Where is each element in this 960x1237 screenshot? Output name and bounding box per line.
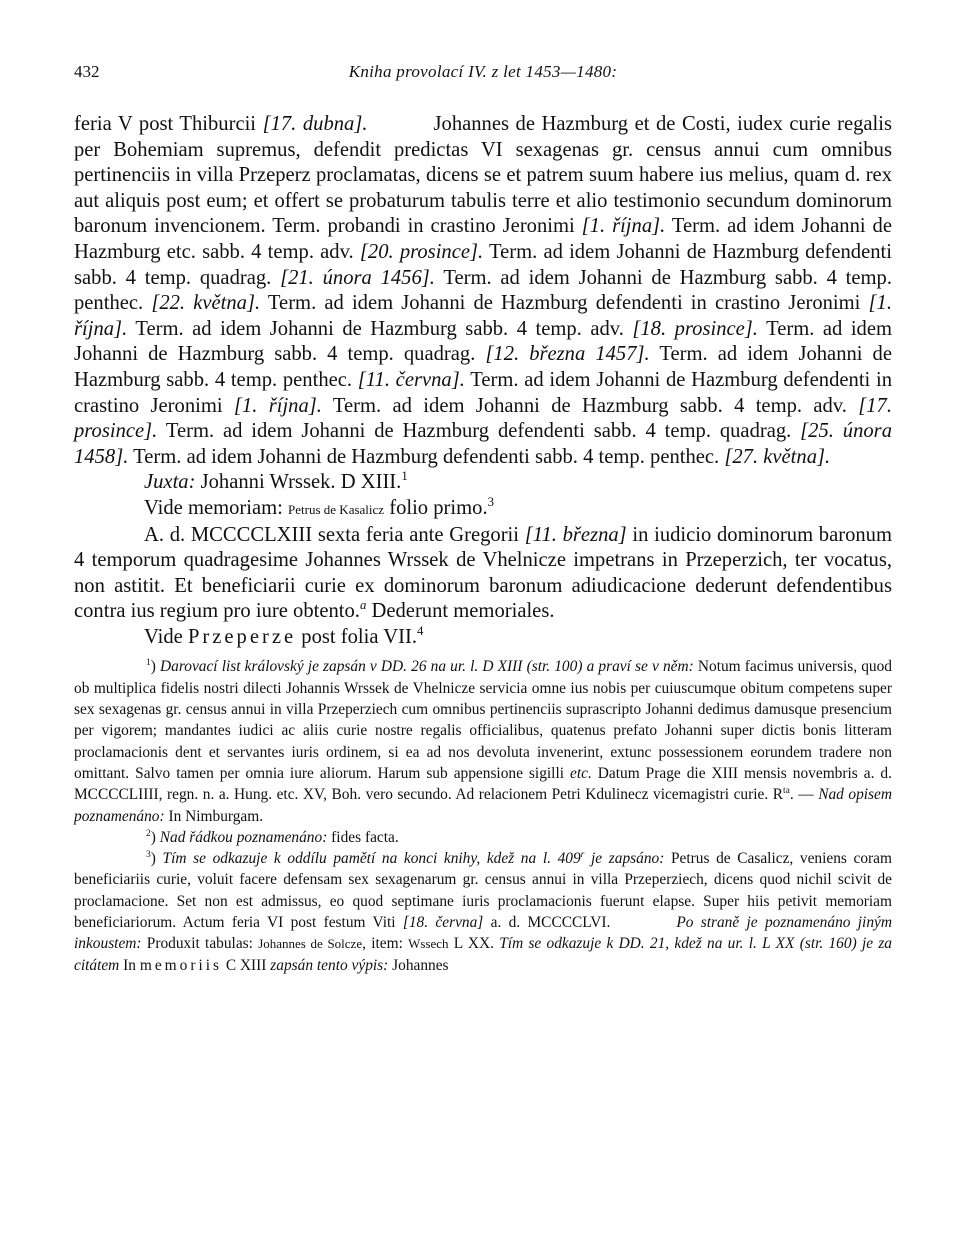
- main-text: [74, 112, 892, 650]
- page-number: 432: [74, 62, 100, 81]
- juxta-line: Juxta: Johanni Wrssek. D XIII.$^1$: [144, 469, 408, 494]
- vide-memoriam-line: Vide memoriam: Petrus de Kasalicz folio primo.$^3$: [144, 495, 494, 519]
- running-title: Kniha provolací IV. z let 1453—1480:: [348, 62, 618, 81]
- footnote-1: $^1$) Darovací list královský je zapsán v DD. 26 na ur. l. D XIII (str. 100) a praví se v něm: Notum facimus universis, quod ob multiplica fidelis nostri dilecti Johannis Wrssek de Vhelnicze servicia omne ius nobis per cuiuscumque obitum competens super sex sexagenas gr. census annui in villa Przeperziech cum omnibus pertinenciis suprascripto Johanni dedimus damusque presencium per vigorem; mandantes iudici ac aliis curie nostre regalis officialibus, quatenus prefato Johanni super dictis bonis litteram proclamacionis dent et servantes iuris ordinem, si ea ad nos devoluta invenerint, extunc possessionem eorundem tradere non omittant. Salvo tamen per omnia iure aliorum. Harum sub appensione sigilli etc. Datum Prage die XIII mensis novembris a. d. MCCCCLIIII, regn. n. a. Hung. etc. XV, Boh. vero secundo. Ad relacionem Petri Kdulinecz vicemagistri curie. $R^{ta}$. — Nad opisem poznamenáno: In Nimburgam.: [74, 657, 892, 825]
- footnote-3: $^3$) Tím se odkazuje k oddílu pamětí na konci knihy, kdež na l. 409$^r$ je zapsáno: Petrus de Casalicz, veniens coram beneficiariis curie, voluit facere defensam sex sexagenarum gr. census annui in villa Przeperziech, dicens quod nichil scivit de proclamacione. Set non est admissus, eo quod septimane iuris proclamacionis fuerunt elapse. Super hiis petivit memoriam beneficiariorum. Actum feria VI post festum Viti [18. června] a. d. MCCCCLVI. Po straně je poznamenáno jiným inkoustem: Produxit tabulas: Johannes de Solcze, item: Wssech L XX. Tím se odkazuje k DD. 21, kdež na ur. l. L XX (str. 160) je za citátem In memoriis C XIII zapsán tento výpis: Johannes: [74, 849, 893, 974]
- paragraph-defense: feria V post Thiburcii [17. dubna]. Johannes de Hazmburg et de Costi, iudex curie regalis per Bohemiam supremus, defendit predictas VI sexagenas gr. census annui cum omnibus pertinenciis in villa Przeperz proclamatas, dicens se et patrem suum habere ius melius, quam d. rex aut aliquis post eum; et offert se probaturum tabulis terre et alio testimonio secundum dominorum baronum invencionem. Term. probandi in crastino Jeronimi [1. října]. Term. ad idem Johanni de Hazmburg etc. sabb. 4 temp. adv. [20. prosince]. Term. ad idem Johanni de Hazmburg defendenti sabb. 4 temp. quadrag. [21. února 1456]. Term. ad idem Johanni de Hazmburg sabb. 4 temp. penthec. [22. května]. Term. ad idem Johanni de Hazmburg defendenti in crastino Jeronimi [1. října]. Term. ad idem Johanni de Hazmburg sabb. 4 temp. adv. [18. prosince]. Term. ad idem Johanni de Hazmburg sabb. 4 temp. quadrag. [12. března 1457]. Term. ad idem Johanni de Hazmburg sabb. 4 temp. penthec. [11. června]. Term. ad idem Johanni de Hazmburg defendenti in crastino Jeronimi [1. října]. Term. ad idem Johanni de Hazmburg sabb. 4 temp. adv. [17. prosince]. Term. ad idem Johanni de Hazmburg defendenti sabb. 4 temp. quadrag. [25. února 1458]. Term. ad idem Johanni de Hazmburg defendenti sabb. 4 temp. penthec. [27. května].: [74, 113, 892, 468]
- document-page: [74, 62, 892, 976]
- vide-przeperze-line: Vide Przeperze post folia VII.$^4$: [144, 624, 424, 648]
- paragraph-1463: A. d. MCCCCLXIII sexta feria ante Gregorii [11. března] in iudicio dominorum baronum 4 temporum quadragesime Johannes Wrssek de Vhelnicze impetrans in Przeperzich, ter vocatus, non astitit. Et beneficiarii curie ex dominorum baronum adiudicacione dederunt defendentibus contra ius regium pro iure obtento.$^a$ Dederunt memoriales.: [74, 523, 892, 623]
- page-header: [74, 62, 892, 90]
- footnote-2: $^2$) Nad řádkou poznamenáno: fides facta.: [146, 827, 399, 846]
- footnotes: [74, 656, 892, 975]
